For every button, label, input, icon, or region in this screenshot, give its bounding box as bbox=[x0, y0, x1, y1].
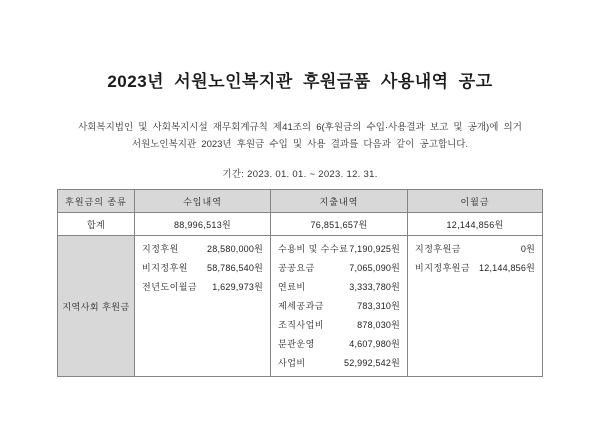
table-header-row bbox=[58, 190, 543, 213]
income-item bbox=[135, 258, 270, 277]
item-amount: 28,580,000원 bbox=[207, 244, 263, 254]
period-line: 기간: 2023. 01. 01. ~ 2023. 12. 31. bbox=[222, 169, 378, 180]
item-label: 지정후원 bbox=[142, 244, 179, 254]
expense-item bbox=[271, 239, 407, 258]
header-income: 수입내역 bbox=[135, 190, 271, 213]
income-item bbox=[135, 277, 270, 296]
total-carryover: 12,144,856원 bbox=[408, 213, 543, 236]
item-amount: 7,065,090원 bbox=[349, 263, 400, 273]
intro-paragraph bbox=[40, 119, 560, 153]
expense-item bbox=[271, 334, 407, 353]
item-label: 제세공과금 bbox=[278, 301, 324, 311]
page-title: 2023년 서원노인복지관 후원금품 사용내역 공고 bbox=[107, 72, 493, 91]
expense-item bbox=[271, 296, 407, 315]
expense-item bbox=[271, 277, 407, 296]
item-amount: 58,786,540원 bbox=[207, 263, 263, 273]
item-label: 사업비 bbox=[278, 358, 306, 368]
item-label: 연료비 bbox=[278, 282, 306, 292]
intro-line-1: 사회복지법인 및 사회복지시설 재무회계규칙 제41조의 6(후원금의 수입·사용결과 보고 및 공개)에 의거 bbox=[78, 122, 522, 133]
expense-items-cell bbox=[271, 236, 408, 377]
item-amount: 52,992,542원 bbox=[344, 358, 400, 368]
total-label: 합계 bbox=[58, 213, 135, 236]
donation-report-table bbox=[57, 189, 543, 377]
item-amount: 878,030원 bbox=[357, 320, 400, 330]
total-expense: 76,851,657원 bbox=[271, 213, 408, 236]
item-label: 비지정후원 bbox=[142, 263, 188, 273]
header-donation-type: 후원금의 종류 bbox=[58, 190, 135, 213]
item-amount: 3,333,780원 bbox=[349, 282, 400, 292]
carryover-item bbox=[408, 239, 542, 258]
item-label: 조직사업비 bbox=[278, 320, 324, 330]
header-expense: 지출내역 bbox=[271, 190, 408, 213]
item-amount: 12,144,856원 bbox=[479, 263, 535, 273]
item-label: 분관운영 bbox=[278, 339, 315, 349]
item-amount: 4,607,980원 bbox=[349, 339, 400, 349]
detail-row bbox=[58, 236, 543, 377]
expense-item bbox=[271, 315, 407, 334]
item-amount: 1,629,973원 bbox=[212, 282, 263, 292]
item-label: 수용비 및 수수료 bbox=[278, 244, 349, 254]
item-amount: 0원 bbox=[520, 244, 535, 254]
item-label: 비지정후원금 bbox=[415, 263, 471, 273]
item-label: 전년도이월금 bbox=[142, 282, 198, 292]
total-row bbox=[58, 213, 543, 236]
total-income: 88,996,513원 bbox=[135, 213, 271, 236]
intro-line-2: 서원노인복지관 2023년 후원금 수입 및 사용 결과를 다음과 같이 공고합니다. bbox=[131, 139, 469, 150]
item-label: 공공요금 bbox=[278, 263, 315, 273]
item-amount: 7,190,925원 bbox=[349, 244, 400, 254]
expense-item bbox=[271, 353, 407, 372]
income-item bbox=[135, 239, 270, 258]
header-carryover: 이월금 bbox=[408, 190, 543, 213]
income-items-cell bbox=[135, 236, 271, 377]
carryover-items-cell bbox=[408, 236, 543, 377]
category-cell: 지역사회 후원금 bbox=[58, 236, 135, 377]
carryover-item bbox=[408, 258, 542, 277]
expense-item bbox=[271, 258, 407, 277]
item-amount: 783,310원 bbox=[357, 301, 400, 311]
item-label: 지정후원금 bbox=[415, 244, 461, 254]
